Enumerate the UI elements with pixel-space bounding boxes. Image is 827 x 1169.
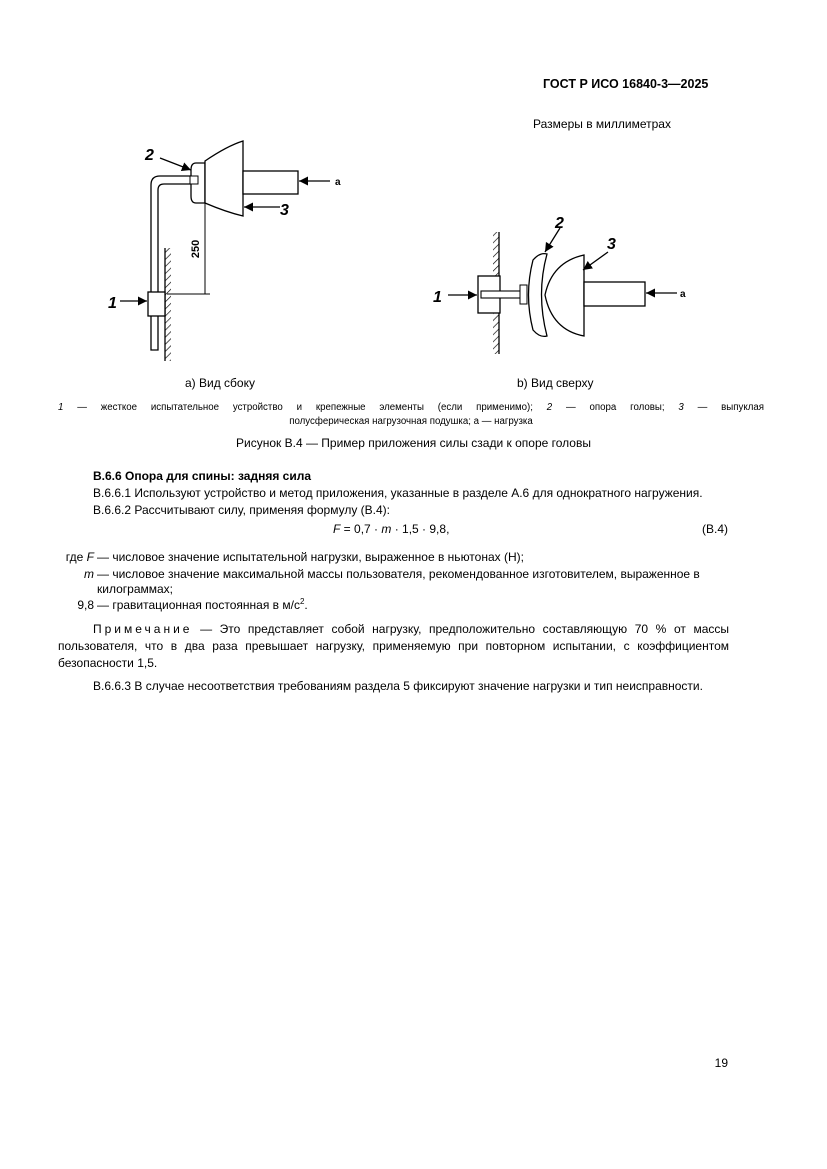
caption-top-view: b) Вид сверху <box>517 376 594 390</box>
paragraph-b662: В.6.6.2 Рассчитывают силу, применяя формулу (В.4): <box>93 503 391 517</box>
figure-caption: Рисунок В.4 — Пример приложения силы сзади к опоре головы <box>236 436 591 450</box>
page-number: 19 <box>714 1056 728 1070</box>
where-item: m — числовое значение максимальной массы пользователя, рекомендованное изготовителем, выраженное в килограммах; <box>84 567 700 596</box>
units-note: Размеры в миллиметрах <box>533 117 671 131</box>
label-3: 3 <box>280 202 289 219</box>
label-2: 2 <box>555 215 564 232</box>
label-2: 2 <box>145 147 154 164</box>
document-header: ГОСТ Р ИСО 16840-3—2025 <box>543 77 709 91</box>
caption-side-view: a) Вид сбоку <box>185 376 255 390</box>
rigid-test-bar <box>151 176 194 350</box>
figure-side-view <box>95 140 365 365</box>
figure-top-view <box>425 210 695 365</box>
note: Примечание — Это представляет собой нагрузку, предположительно составляющую 70 % от массы пользователя, что в два раза превышает нагрузку, применяемую при повторном испытании, с коэффициентом безопасности 1,5. <box>58 622 729 670</box>
paragraph-b663: В.6.6.3 В случае несоответствия требованиям раздела 5 фиксируют значение нагрузки и тип неисправности. <box>93 679 703 693</box>
label-a: a <box>680 289 686 300</box>
loading-pad <box>545 255 584 336</box>
figure-legend: 1 — жесткое испытательное устройство и крепежные элементы (если применимо); 2 — опора головы; 3 — выпуклая полусферическая нагрузочная подушка; a — нагрузка <box>58 402 764 427</box>
dimension-250: 250 <box>190 239 202 259</box>
label-1: 1 <box>108 295 117 312</box>
formula-number: (В.4) <box>701 522 728 536</box>
label-1: 1 <box>433 289 442 306</box>
paragraph-b661: В.6.6.1 Используют устройство и метод приложения, указанные в разделе А.6 для однократного нагружения. <box>93 486 703 500</box>
label-a: a <box>335 177 341 188</box>
where-item: 9,8 — гравитационная постоянная в $м/с^2$. <box>77 597 308 612</box>
formula-b4: F = 0,7 · m · 1,5 · 9,8, <box>333 522 450 536</box>
loading-pad <box>205 141 243 216</box>
section-heading: В.6.6 Опора для спины: задняя сила <box>93 469 311 483</box>
where-item: где F — числовое значение испытательной нагрузки, выраженное в ньютонах (Н); <box>65 550 524 564</box>
head-support <box>529 254 548 337</box>
label-3: 3 <box>607 236 616 253</box>
wall-hatch <box>165 248 171 361</box>
